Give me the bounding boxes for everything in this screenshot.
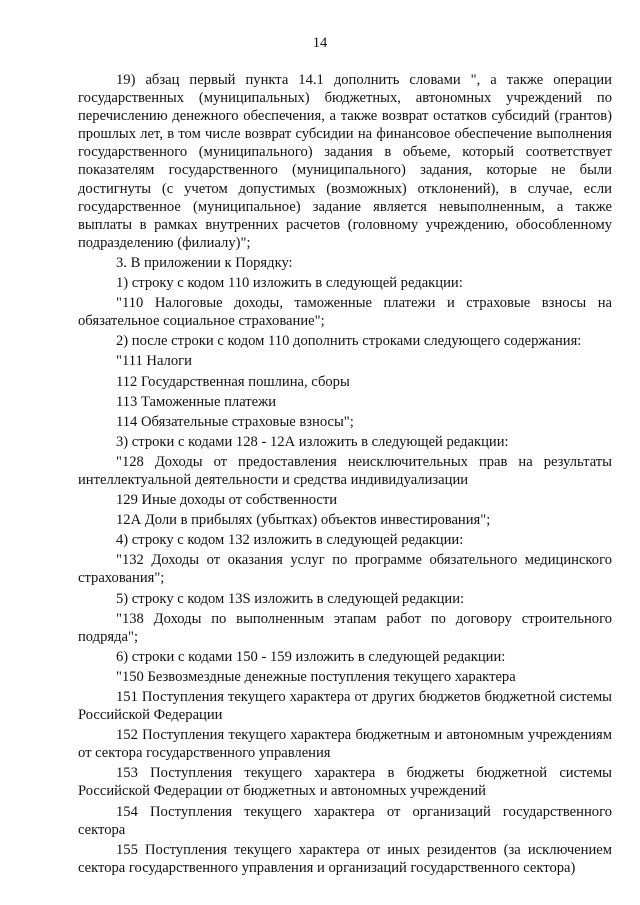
paragraph: 12А Доли в прибылях (убытках) объектов инвестирования"; xyxy=(116,512,491,529)
document-body xyxy=(78,71,612,879)
paragraph: 6) строки с кодами 150 - 159 изложить в следующей редакции: xyxy=(116,648,506,665)
paragraph: 151 Поступления текущего характера от других бюджетов бюджетной системы Российской Федерации xyxy=(78,689,612,724)
page-number: 14 xyxy=(312,35,328,51)
paragraph: 112 Государственная пошлина, сборы xyxy=(116,373,350,390)
paragraph: 154 Поступления текущего характера от организаций государственного сектора xyxy=(78,803,612,838)
paragraph: 2) после строки с кодом 110 дополнить строками следующего содержания: xyxy=(116,333,582,350)
paragraph: "132 Доходы от оказания услуг по программе обязательного медицинского страхования"; xyxy=(78,552,612,587)
paragraph: 5) строку с кодом 13S изложить в следующей редакции: xyxy=(116,590,465,607)
paragraph: 153 Поступления текущего характера в бюджеты бюджетной системы Российской Федерации от бюджетных и автономных учреждений xyxy=(78,765,612,800)
paragraph: 3) строки с кодами 128 - 12А изложить в следующей редакции: xyxy=(116,433,509,450)
paragraph: 113 Таможенные платежи xyxy=(116,393,277,410)
paragraph: "111 Налоги xyxy=(116,353,192,370)
paragraph: 19) абзац первый пункта 14.1 дополнить словами ", а также операции государственных (муниципальных) бюджетных, автономных учреждений по перечислению денежного обеспечения, а также возврат остатков субсидий (грантов) прошлых лет, в том числе возврат субсидии на финансовое обеспечение выполнения государственного (муниципального) задания в объеме, который соответствует показателям государственного (муниципального) задания, которые не были достигнуты (с учетом допустимых (возможных) отклонений), в случае, если государственное (муниципальное) задание является невыполненным, а также выплаты в рамках внутренних расчетов (головному учреждению, обособленному подразделению (филиалу)"; xyxy=(78,72,612,251)
paragraph: "128 Доходы от предоставления неисключительных прав на результаты интеллектуальной деятельности и средства индивидуализации xyxy=(78,453,612,488)
paragraph: "138 Доходы по выполненным этапам работ по договору строительного подряда"; xyxy=(78,610,612,645)
paragraph: 4) строку с кодом 132 изложить в следующей редакции: xyxy=(116,532,464,549)
paragraph: "150 Безвозмездные денежные поступления текущего характера xyxy=(116,668,516,685)
paragraph: 114 Обязательные страховые взносы"; xyxy=(116,413,354,430)
paragraph: "110 Налоговые доходы, таможенные платежи и страховые взносы на обязательное социальное страхование"; xyxy=(78,295,612,330)
paragraph: 129 Иные доходы от собственности xyxy=(116,492,338,509)
paragraph: 1) строку с кодом 110 изложить в следующей редакции: xyxy=(116,275,463,292)
paragraph: 152 Поступления текущего характера бюджетным и автономным учреждениям от сектора государственного управления xyxy=(78,727,612,762)
paragraph: 3. В приложении к Порядку: xyxy=(116,254,293,271)
paragraph: 155 Поступления текущего характера от иных резидентов (за исключением сектора государственного управления и организаций государственного сектора) xyxy=(78,841,612,876)
